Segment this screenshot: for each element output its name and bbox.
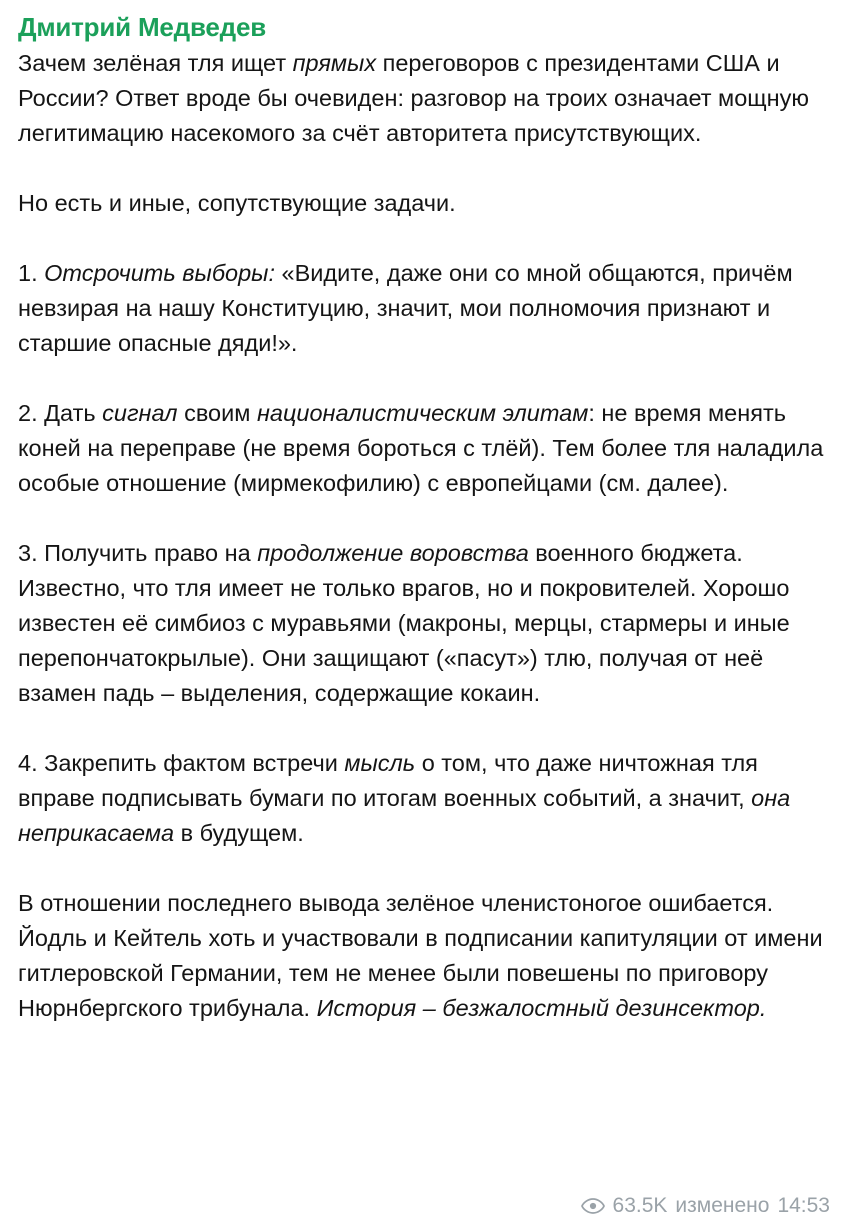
plain-text: : не время менять коней на переправе (не время бороться с тлёй). Тем более тля наладила особые отношение (мирмекофилию) с европейцами (см. далее).	[18, 400, 824, 496]
paragraph-spacer	[18, 151, 834, 186]
post-footer	[581, 1193, 830, 1219]
plain-text: В отношении последнего вывода зелёное членистоногое ошибается. Йодль и Кейтель хоть и участвовали в подписании капитуляции от имени гитлеровской Германии, тем не менее были повешены по приговору Нюрнбергского трибунала.	[18, 890, 823, 1021]
plain-text: 3. Получить право на	[18, 540, 258, 566]
view-count: 63.5K	[612, 1194, 668, 1217]
emphasis-text: она неприкасаема	[18, 785, 791, 846]
post-paragraph	[18, 886, 834, 1026]
post-paragraph	[18, 186, 834, 221]
post-body	[18, 46, 834, 1026]
paragraph-spacer	[18, 711, 834, 746]
plain-text: Зачем зелёная тля ищет	[18, 50, 293, 76]
emphasis-text: националистическим элитам	[256, 400, 589, 426]
plain-text: о том, что даже ничтожная тля вправе подписывать бумаги по итогам военных событий, а значит,	[18, 750, 758, 811]
plain-text: 4. Закрепить фактом встречи	[18, 750, 345, 776]
paragraph-spacer	[18, 851, 834, 886]
post-paragraph	[18, 746, 834, 851]
post-paragraph	[18, 256, 834, 361]
post-paragraph	[18, 396, 834, 501]
plain-text: переговоров с президентами США и России? Ответ вроде бы очевиден: разговор на троих означает мощную легитимацию насекомого за счёт авторитета присутствующих.	[18, 50, 809, 146]
plain-text: 2. Дать	[18, 400, 103, 426]
emphasis-text: Отсрочить выборы:	[44, 260, 275, 286]
emphasis-text: сигнал	[102, 400, 178, 426]
post-time: 14:53	[777, 1194, 830, 1217]
post-author-name[interactable]: Дмитрий Медведев	[18, 12, 267, 42]
paragraph-spacer	[18, 221, 834, 256]
eye-icon	[581, 1198, 605, 1214]
emphasis-text: мысль	[344, 750, 416, 776]
plain-text: военного бюджета. Известно, что тля имеет не только врагов, но и покровителей. Хорошо известен её симбиоз с муравьями (макроны, мерцы, стармеры и иные перепончатокрылые). Они защищают («пасут») тлю, получая от неё взамен падь – выделения, содержащие кокаин.	[18, 540, 790, 706]
emphasis-text: продолжение воровства	[257, 540, 529, 566]
emphasis-text: прямых	[292, 50, 377, 76]
edited-label: изменено	[675, 1194, 770, 1217]
plain-text: своим	[177, 400, 257, 426]
paragraph-spacer	[18, 361, 834, 396]
post-paragraph	[18, 46, 834, 151]
post-paragraph	[18, 536, 834, 711]
plain-text: «Видите, даже они со мной общаются, причём невзирая на нашу Конституцию, значит, мои полномочия признают и старшие опасные дяди!».	[18, 260, 793, 356]
plain-text: 1.	[18, 260, 45, 286]
plain-text: в будущем.	[174, 820, 304, 846]
paragraph-spacer	[18, 501, 834, 536]
plain-text: Но есть и иные, сопутствующие задачи.	[18, 190, 456, 216]
emphasis-text: История – безжалостный дезинсектор.	[316, 995, 767, 1021]
